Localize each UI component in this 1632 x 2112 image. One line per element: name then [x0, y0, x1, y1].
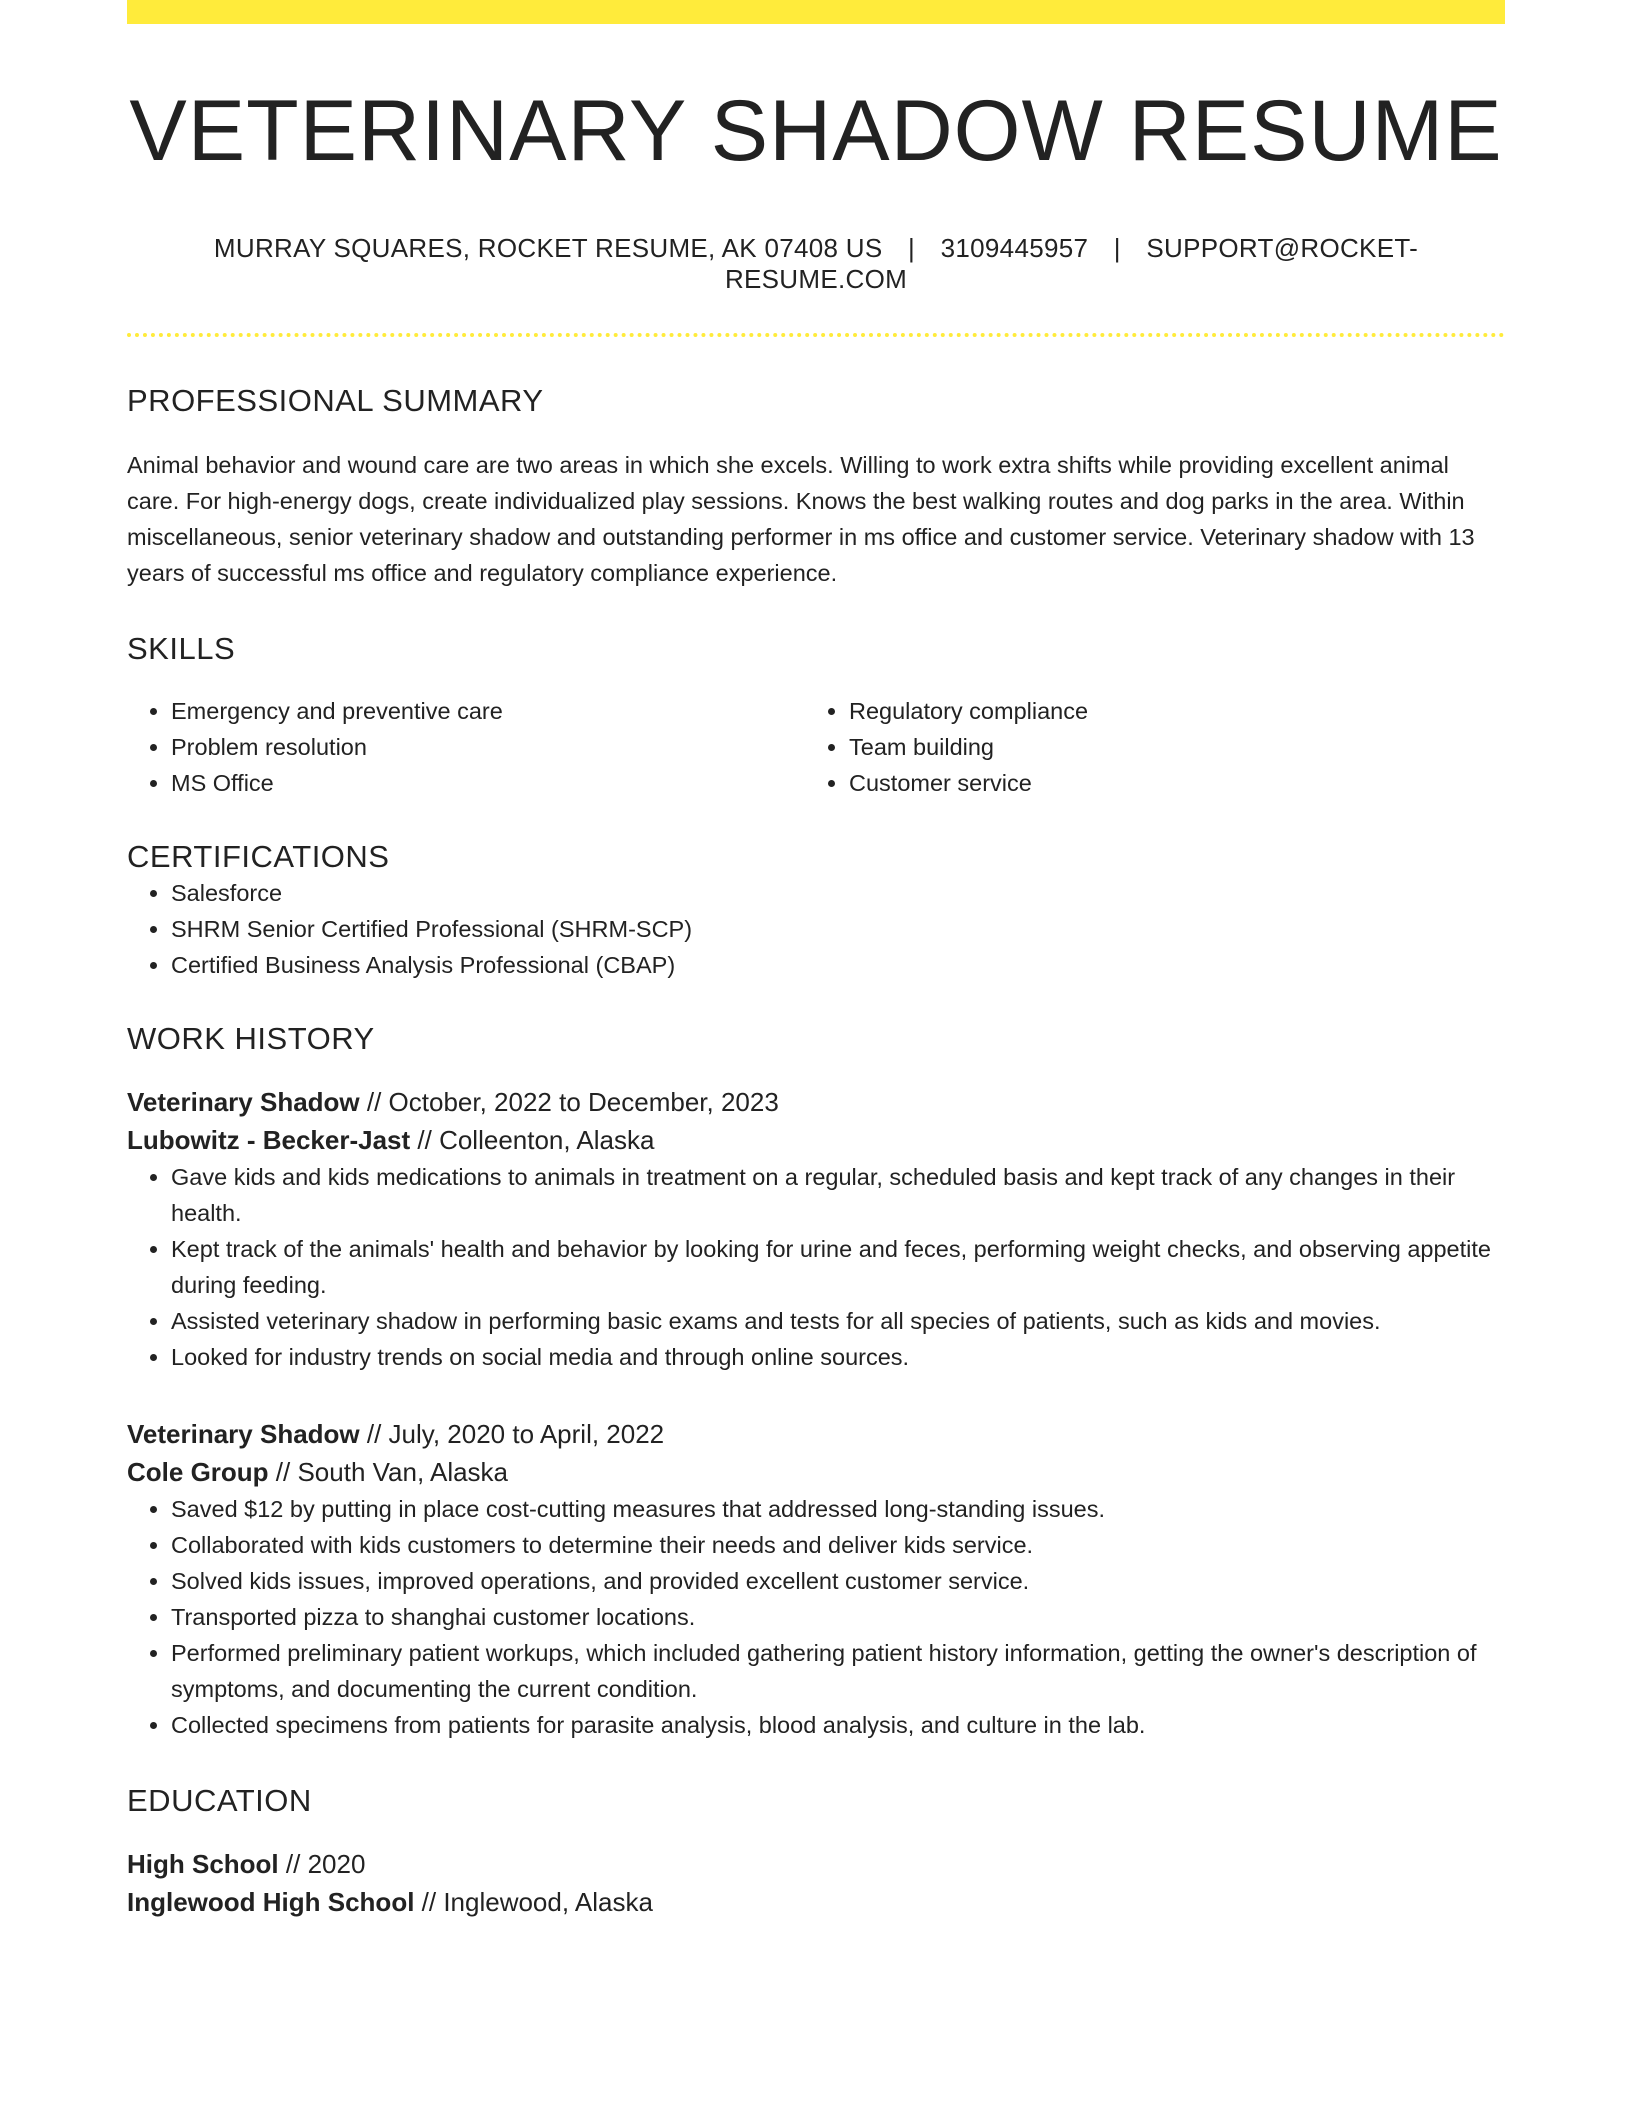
work-history-section: [127, 1021, 1505, 1743]
certifications-list: [127, 875, 1505, 983]
job-bullet: • Looked for industry trends on social media and through online sources.: [171, 1339, 1505, 1375]
education-school: Inglewood High School: [127, 1886, 415, 1917]
resume-page: [127, 0, 1505, 1921]
education-school-line: [127, 1883, 1505, 1921]
contact-separator: |: [908, 232, 916, 263]
job-location: // Colleenton, Alaska: [410, 1124, 655, 1155]
top-accent-bar: [127, 0, 1505, 24]
summary-text: Animal behavior and wound care are two areas in which she excels. Willing to work extra shifts while providing excellent animal care. For high-energy dogs, create individualized play sessions. Knows the best walking routes and dog parks in the area. Within miscellaneous, senior veterinary shadow and outstanding performer in ms office and customer service. Veterinary shadow with 13 years of successful ms office and regulatory compliance experience.: [127, 451, 1475, 586]
job-bullet: • Solved kids issues, improved operations, and provided excellent customer service.: [171, 1563, 1505, 1599]
contact-address: MURRAY SQUARES, ROCKET RESUME, AK 07408 US: [213, 232, 883, 263]
education-degree: High School: [127, 1848, 279, 1879]
job-title: Veterinary Shadow: [127, 1086, 360, 1117]
certifications-heading: CERTIFICATIONS: [127, 838, 390, 874]
job-bullet: • Transported pizza to shanghai customer locations.: [171, 1599, 1505, 1635]
job-bullet: • Collaborated with kids customers to determine their needs and deliver kids service.: [171, 1527, 1505, 1563]
summary-section: [127, 383, 1505, 591]
job-bullets: [127, 1491, 1505, 1743]
job-company-line: [127, 1453, 1505, 1491]
dotted-divider: [127, 333, 1505, 337]
resume-title: VETERINARY SHADOW RESUME: [129, 83, 1503, 179]
job-bullet: • Assisted veterinary shadow in performing basic exams and tests for all species of patients, such as kids and movies.: [171, 1303, 1505, 1339]
certification-item: • Certified Business Analysis Professional (CBAP): [171, 947, 1505, 983]
skills-column-left: [127, 693, 805, 801]
job-company: Cole Group: [127, 1456, 269, 1487]
skill-item: • Problem resolution: [171, 729, 805, 765]
job-dates: // July, 2020 to April, 2022: [359, 1418, 665, 1449]
job-title-line: [127, 1415, 1505, 1453]
contact-separator: |: [1113, 232, 1121, 263]
summary-heading: PROFESSIONAL SUMMARY: [127, 382, 544, 418]
contact-email: SUPPORT@ROCKET-RESUME.COM: [724, 232, 1419, 294]
skill-item: • Regulatory compliance: [849, 693, 1483, 729]
skill-item: • Customer service: [849, 765, 1483, 801]
contact-line: [127, 233, 1505, 295]
skills-grid: [127, 693, 1505, 801]
certifications-section: [127, 839, 1505, 983]
skill-item: • Emergency and preventive care: [171, 693, 805, 729]
job-title: Veterinary Shadow: [127, 1418, 360, 1449]
education-location: // Inglewood, Alaska: [414, 1886, 653, 1917]
contact-phone: 3109445957: [940, 232, 1089, 263]
job-company: Lubowitz - Becker-Jast: [127, 1124, 411, 1155]
job-title-line: [127, 1083, 1505, 1121]
education-degree-line: [127, 1845, 1505, 1883]
job-entry: [127, 1083, 1505, 1375]
skills-section: [127, 631, 1505, 801]
work-history-heading: WORK HISTORY: [127, 1020, 375, 1056]
certification-item: • SHRM Senior Certified Professional (SHRM-SCP): [171, 911, 1505, 947]
job-dates: // October, 2022 to December, 2023: [359, 1086, 779, 1117]
education-section: [127, 1783, 1505, 1921]
job-bullet: • Gave kids and kids medications to animals in treatment on a regular, scheduled basis and kept track of any changes in their health.: [171, 1159, 1505, 1231]
education-heading: EDUCATION: [127, 1782, 312, 1818]
job-location: // South Van, Alaska: [268, 1456, 509, 1487]
certification-item: • Salesforce: [171, 875, 1505, 911]
job-bullet: • Kept track of the animals' health and behavior by looking for urine and feces, performing weight checks, and observing appetite during feeding.: [171, 1231, 1505, 1303]
job-bullet: • Performed preliminary patient workups, which included gathering patient history information, getting the owner's description of symptoms, and documenting the current condition.: [171, 1635, 1505, 1707]
skill-item: • MS Office: [171, 765, 805, 801]
job-bullets: [127, 1159, 1505, 1375]
skills-column-right: [805, 693, 1483, 801]
job-bullet: • Collected specimens from patients for parasite analysis, blood analysis, and culture in the lab.: [171, 1707, 1505, 1743]
skill-item: • Team building: [849, 729, 1483, 765]
job-entry: [127, 1415, 1505, 1743]
education-year: // 2020: [278, 1848, 366, 1879]
job-company-line: [127, 1121, 1505, 1159]
job-bullet: • Saved $12 by putting in place cost-cutting measures that addressed long-standing issues.: [171, 1491, 1505, 1527]
skills-heading: SKILLS: [127, 630, 236, 666]
